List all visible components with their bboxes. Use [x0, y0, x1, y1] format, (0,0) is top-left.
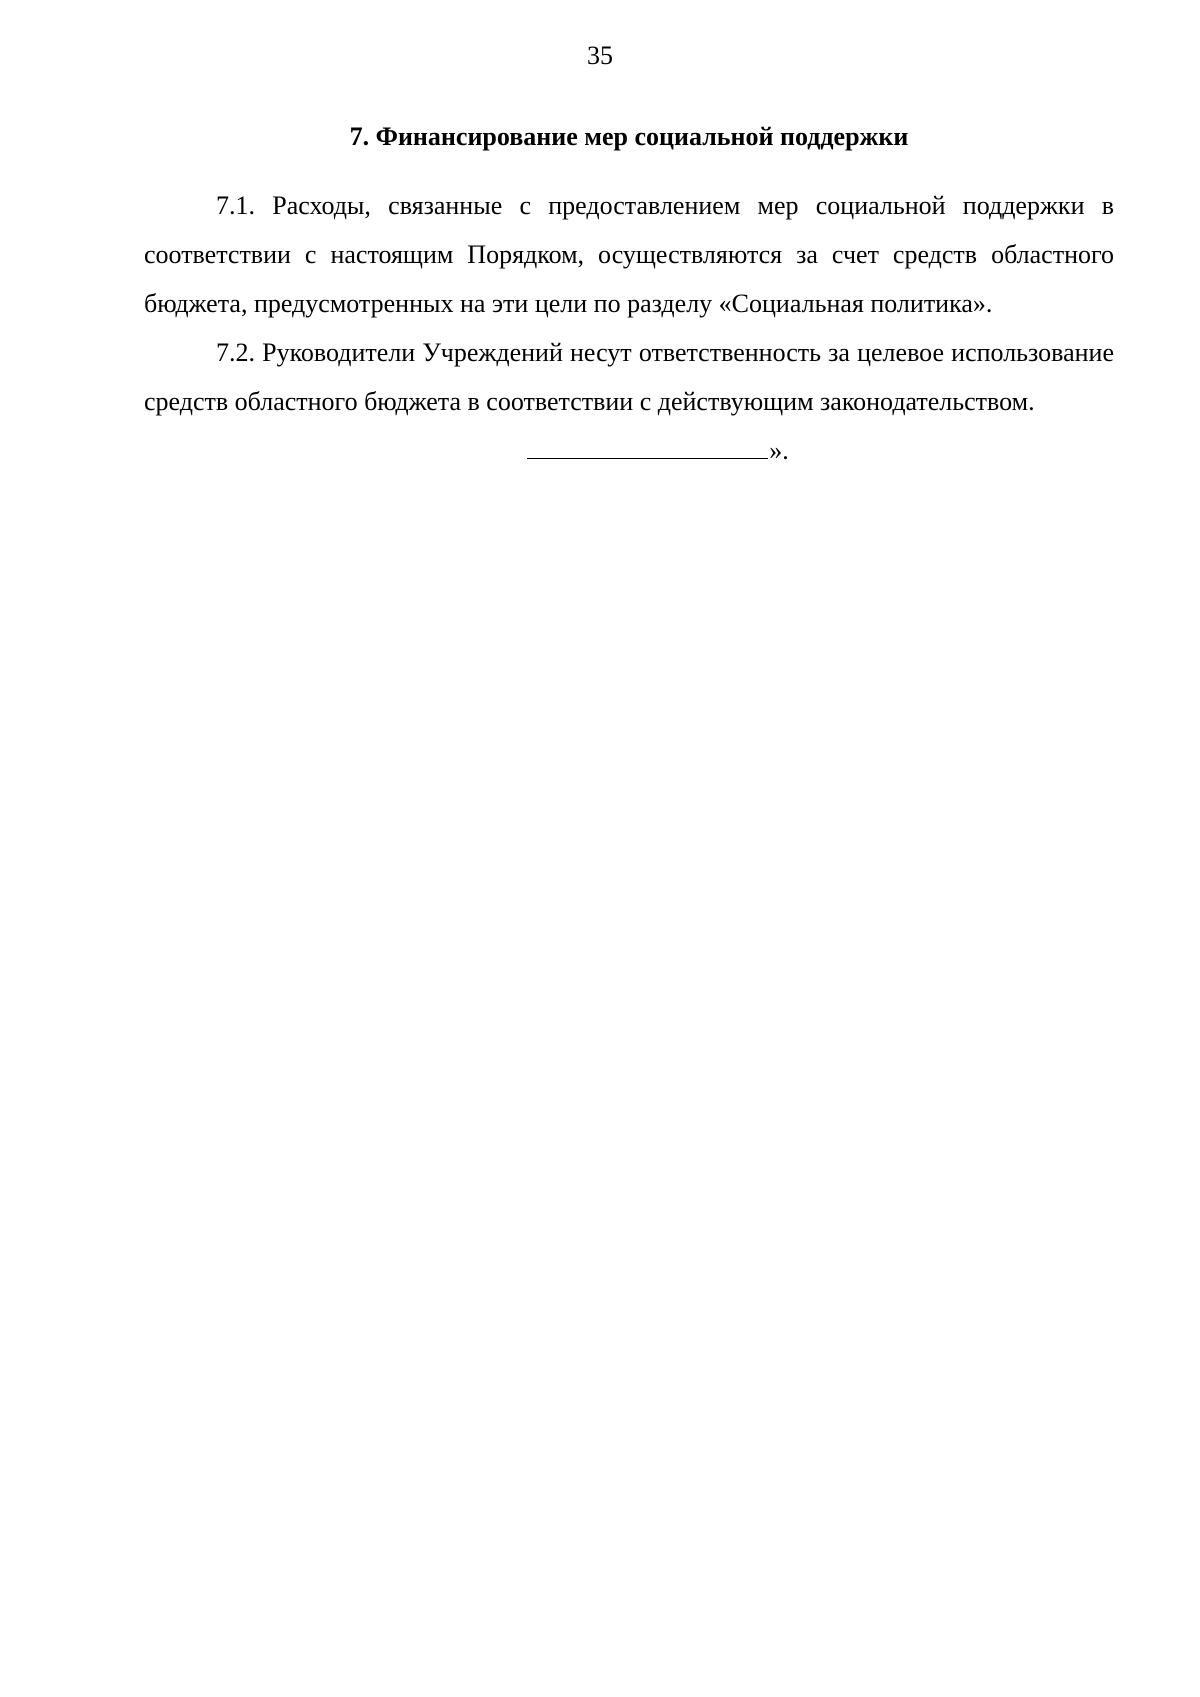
closing-underline [527, 432, 768, 459]
paragraph-7-2: 7.2. Руководители Учреждений несут ответственность за целевое использование средств областного бюджета в соответствии с действующим законодательством. [144, 338, 1114, 416]
closing-quote-mark: ». [769, 436, 789, 465]
section-body [144, 181, 1114, 475]
page-number: 35 [587, 41, 613, 70]
closing-line [144, 426, 1114, 475]
section-title: 7. Финансирование мер социальной поддержки [349, 122, 909, 151]
paragraph-7-1: 7.1. Расходы, связанные с предоставлением мер социальной поддержки в соответствии с настоящим Порядком, осуществляются за счет средств областного бюджета, предусмотренных на эти цели по разделу «Социальная политика». [144, 191, 1114, 318]
